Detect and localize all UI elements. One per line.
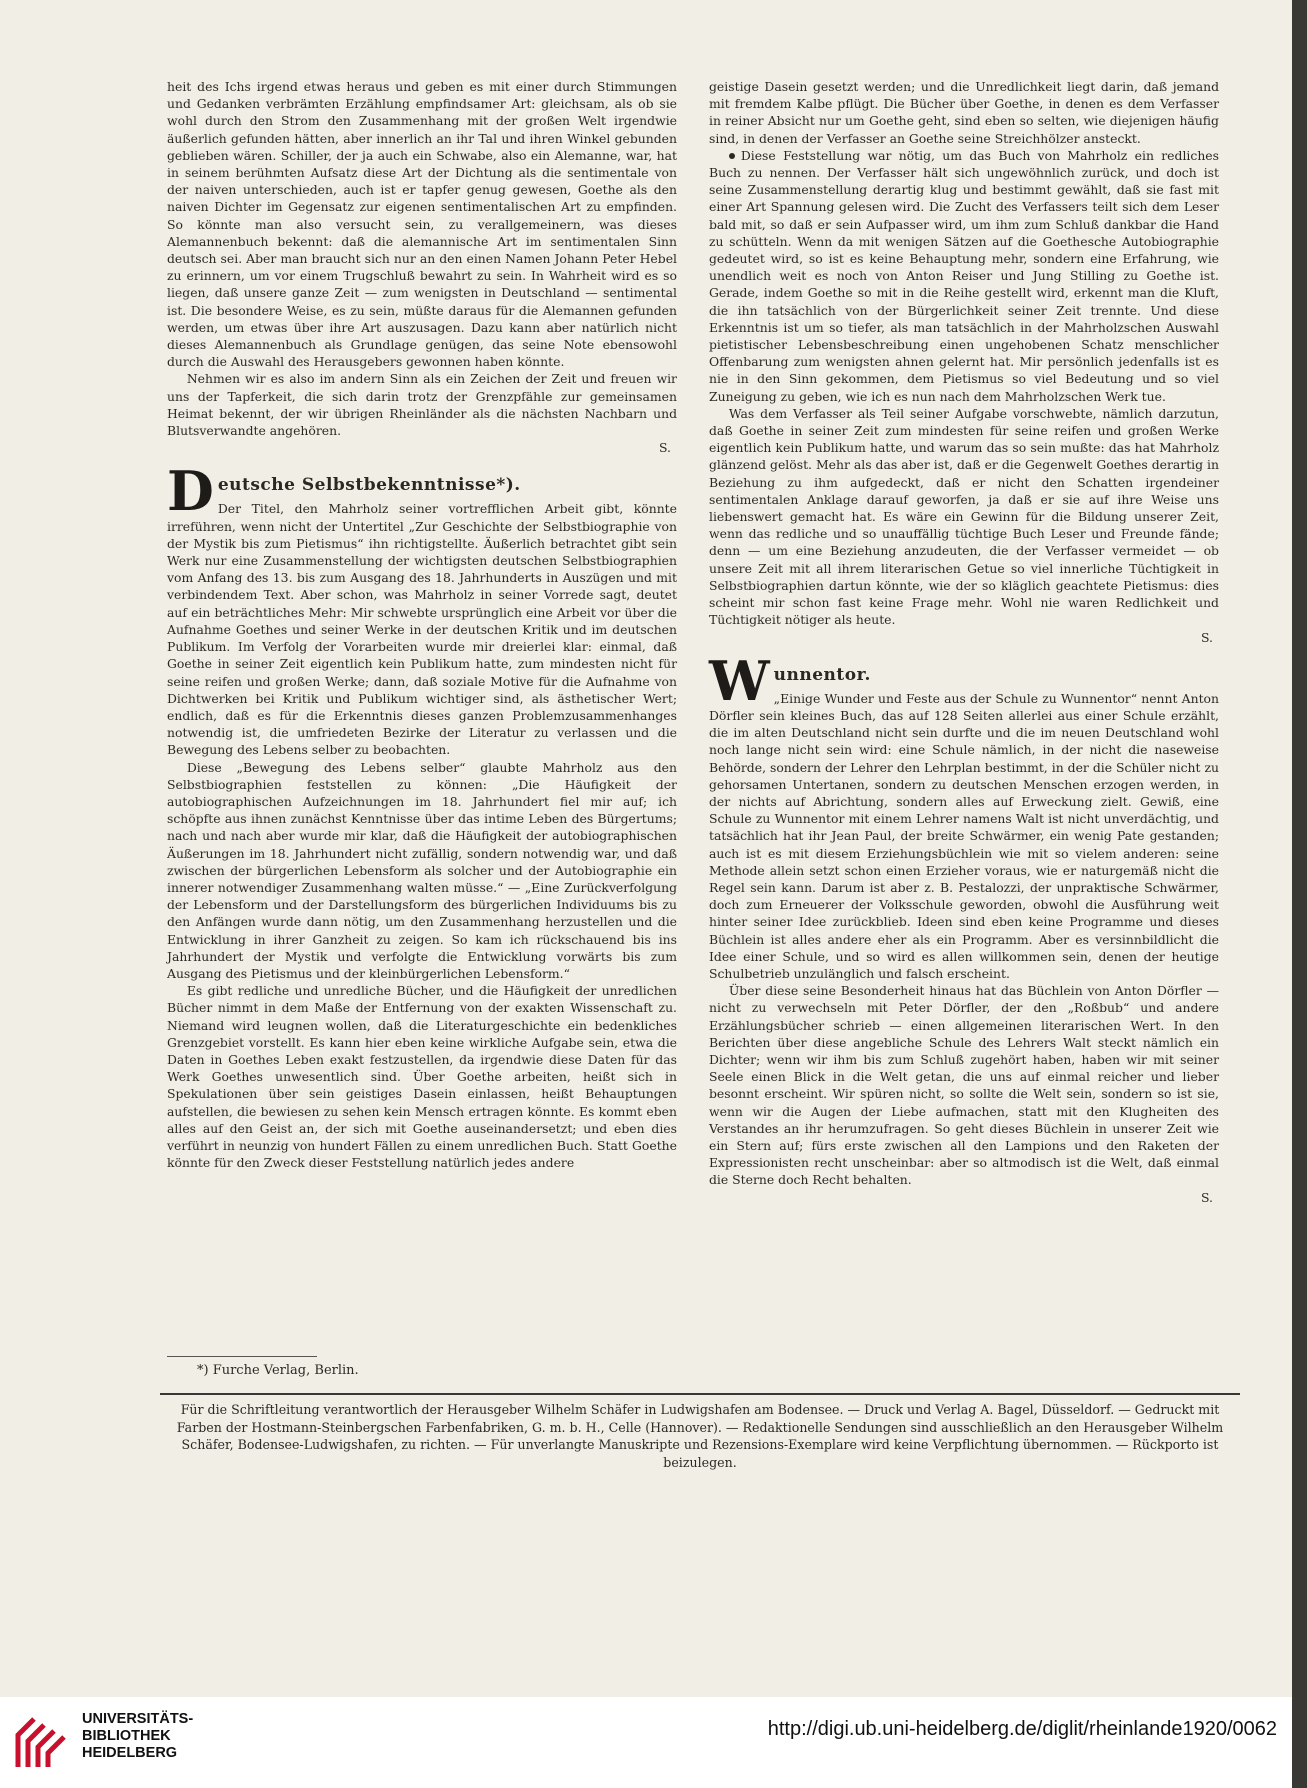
article-heading-selbstbekenntnisse [167, 459, 677, 524]
author-signature: S. [659, 440, 671, 456]
university-library-logo-icon [12, 1705, 72, 1775]
author-signature: S. [1201, 1189, 1213, 1205]
left-column [167, 78, 677, 1171]
article-title: unnentor. [773, 664, 871, 685]
paragraph: Was dem Verfasser als Teil seiner Aufgabe vorschwebte, nämlich darzutun, daß Goethe in seiner Zeit zum mindesten für seine reifen und großen Werke eigentlich kein Publikum hatte, und warum das so sein mußte: das hat Mahrholz glänzend gelöst. Mehr als das aber ist, daß er die Gegenwelt Goethes derartig in Beziehung zu ihm aufgedeckt, daß er nicht den Schatten irgendeiner sentimentalen Anklage darauf geworfen, ja daß er sie auf ihre Weise uns liebenswert gemacht hat. Es wäre ein Gewinn für die Bildung unserer Zeit, wenn das redliche und so unauffällig tüchtige Buch Leser und Freunde fände; denn — um eine Beziehung anzudeuten, die der Verfasser vermeidet — ob unsere Zeit mit all ihrem literarischen Getue so viel innerliche Tüchtigkeit in Selbstbiographien dartun könnte, wie der so kläglich geachtete Pietismus: dies scheint mir schon fast keine Frage mehr. Wohl nie waren Redlichkeit und Tüchtigkeit nötiger als heute. [709, 405, 1219, 628]
paragraph: heit des Ichs irgend etwas heraus und geben es mit einer durch Stimmungen und Gedanken verbrämten Erzählung empfindsamer Art: gleichsam, als ob sie wohl durch den Strom den Zusammenhang mit der großen Welt irgendwie äußerlich gefunden hätten, aber innerlich an ihr Tal und ihren Winkel gebunden geblieben wären. Schiller, der ja auch ein Schwabe, also ein Alemanne, war, hat in seinem berühmten Aufsatz diese Art der Dichtung als die sentimentale von der naiven unterschieden, auch ist er tapfer genug gewesen, Goethe als den naiven Dichter im Gegensatz zur eigenen sentimentalischen Art zu empfinden. So könnte man also versucht sein, zu verallgemeinern, was dieses Alemannenbuch bekennt: daß die alemannische Art im sentimentalen Sinn deutsch sei. Aber man braucht sich nur an den einen Namen Johann Peter Hebel zu erinnern, um vor einem Trugschluß bewahrt zu sein. In Wahrheit wird es so liegen, daß unsere ganze Zeit — zum wenigsten in Deutschland — sentimental ist. Die besondere Weise, es zu sein, müßte daraus für die Alemannen gefunden werden, um etwas über ihre Art auszusagen. Dazu kann aber natürlich nicht dieses Alemannenbuch als Grundlage genügen, das seine Note ebensowohl durch die Auswahl des Herausgebers gewonnen haben könnte. [167, 79, 677, 370]
paragraph: Der Titel, den Mahrholz seiner vortrefflichen Arbeit gibt, könnte irreführen, wenn nicht der Untertitel „Zur Geschichte der Selbstbiographie von der Mystik bis zum Pietismus“ ihn richtigstellte. Äußerlich betrachtet gibt sein Werk nur eine Zusammenstellung der wichtigsten deutschen Selbstbiographien vom Anfang des 13. bis zum Ausgang des 18. Jahrhunderts in Auszügen und mit verbindendem Text. Aber schon, was Mahrholz in seiner Vorrede sagt, deutet auf ein beträchtliches Mehr: Mir schwebte ursprünglich eine Arbeit vor über die Aufnahme Goethes und seiner Werke in der deutschen Kritik und im deutschen Publikum. Im Verfolg der Vorarbeiten wurde mir dreierlei klar: einmal, daß Goethe in seiner Zeit eigentlich kein Publikum hatte, zum mindesten nicht für seine reifen und großen Werke; dann, daß soziale Motive für die Aufnahme von Dichtwerken bei Kritik und Publikum wichtiger sind, als ästhetischer Wert; endlich, daß es für die Erkenntnis dieses ganzen Problemzusammenhanges notwendig ist, die umfriedeten Bezirke der Literatur zu verlassen und die Bewegung des Lebens selber zu beobachten. [167, 501, 677, 758]
imprint-divider [160, 1393, 1240, 1395]
library-name: UNIVERSITÄTS- BIBLIOTHEK HEIDELBERG [82, 1711, 194, 1761]
page-edge-shadow [1292, 0, 1307, 1788]
paragraph: Es gibt redliche und unredliche Bücher, und die Häufigkeit der unredlichen Bücher nimmt in dem Maße der Entfernung von der exakten Wissenschaft zu. Niemand wird leugnen wollen, daß die Literaturgeschichte ein bedenkliches Grenzgebiet vorstellt. Es kann hier eben keine wirkliche Aufgabe sein, etwa die Daten in Goethes Leben exakt festzustellen, da irgendwie diese Daten für das Werk Goethes unwesentlich sind. Über Goethe arbeiten, heißt sich in Spekulationen über sein geistiges Dasein einlassen, heißt Behauptungen aufstellen, die bewiesen zu sehen kein Mensch ertragen könnte. Es kommt eben alles auf den Geist an, der sich mit Goethe auseinandersetzt; und eben dies verführt in neunzig von hundert Fällen zu einem unredlichen Buch. Statt Goethe könnte für den Zweck dieser Feststellung natürlich jedes andere [167, 983, 677, 1171]
footnote: *) Furche Verlag, Berlin. [197, 1363, 359, 1378]
bullet-mark [729, 153, 735, 159]
drop-cap: W [709, 648, 770, 713]
paragraph: geistige Dasein gesetzt werden; und die Unredlichkeit liegt darin, daß jemand mit fremdem Kalbe pflügt. Die Bücher über Goethe, in denen es dem Verfasser in reiner Absicht nur um Goethe geht, sind eben so selten, wie diejenigen häufig sind, in denen der Verfasser an Goethe seine Streichhölzer ansteckt. [709, 79, 1219, 146]
paragraph: Diese Feststellung war nötig, um das Buch von Mahrholz ein redliches Buch zu nennen. Der Verfasser hält sich ungewöhnlich zurück, und doch ist seine Zusammenstellung derartig klug und bestimmt gewählt, daß sie fast mit einer Art Spannung gelesen wird. Die Zucht des Verfassers teilt sich dem Leser bald mit, so daß er sein Aufpasser wird, um ihm zum Schluß dankbar die Hand zu schütteln. Wenn da mit wenigen Sätzen auf die Goethesche Autobiographie gedeutet wird, so ist es keine Behauptung mehr, sondern eine Erfahrung, wie unendlich weit es noch von Anton Reiser und Jung Stilling zu Goethe ist. Gerade, indem Goethe so mit in die Reihe gestellt wird, erkennt man die Kluft, die ihn tatsächlich von der Bürgerlichkeit seiner Zeit trennte. Und diese Erkenntnis ist um so tiefer, als man tatsächlich in der Mahrholzschen Auswahl pietistischer Lebensbeschreibung einen ungehobenen Schatz menschlicher Offenbarung zum wenigsten ahnen gelernt hat. Mir persönlich jedenfalls ist es nie in den Sinn gekommen, dem Pietismus so viel Bedeutung und so viel Zuneigung zu geben, wie ich es nun nach dem Mahrholzschen Werk tue. [709, 147, 1219, 404]
paragraph: Über diese seine Besonderheit hinaus hat das Büchlein von Anton Dörfler — nicht zu verwechseln mit Peter Dörfler, der den „Roßbub“ und andere Erzählungsbücher schrieb — einen allgemeinen literarischen Wert. In den Berichten über diese angebliche Schule des Lehrers Walt steckt nämlich ein Dichter; wenn wir ihm bis zum Schluß zugehört haben, haben wir mit seiner Seele einen Blick in die Welt getan, die uns auf einmal reicher und lieber besonnt erscheint. Wir spüren nicht, so sollte die Welt sein, sondern so ist sie, wenn wir die Augen der Liebe aufmachen, statt mit den Klugheiten des Verstandes an ihr herumzufragen. So geht dieses Büchlein in unserer Zeit wie ein Stern auf; fürs erste zwischen all den Lampions und den Raketen der Expressionisten recht unscheinbar: aber so altmodisch ist die Welt, daß einmal die Sterne doch Recht behalten. [709, 983, 1219, 1188]
paragraph: Nehmen wir es also im andern Sinn als ein Zeichen der Zeit und freuen wir uns der Tapferkeit, die sich darin trotz der Grenzpfähle zur gemeinsamen Heimat bekennt, der wir übrigen Rheinländer als die nächsten Nachbarn und Blutsverwandte angehören. [167, 371, 677, 439]
paragraph: Diese „Bewegung des Lebens selber“ glaubte Mahrholz aus den Selbstbiographien feststellen zu können: „Die Häufigkeit der autobiographischen Aufzeichnungen im 18. Jahrhundert fiel mir auf; ich schöpfte aus ihnen zunächst Kenntnisse über das intime Leben des Bürgertums; nach und nach aber wurde mir klar, daß die Häufigkeit der autobiographischen Äußerungen im 18. Jahrhundert nicht zufällig, sondern notwendig war, und daß zwischen der bürgerlichen Lebensform als solcher und der Autobiographie ein innerer notwendiger Zusammenhang walten müsse.“ — „Eine Zurückverfolgung der Lebensform und der Darstellungsform des bürgerlichen Individuums bis zu den Anfängen wurde dann nötig, um den Zusammenhang herzustellen und die Entwicklung in ihrer Ganzheit zu zeigen. So kam ich rückschauend bis ins Jahrhundert der Mystik und verfolgte die Entwicklung vorwärts bis zum Ausgang des Pietismus und der kleinbürgerlichen Lebensform.“ [167, 759, 677, 981]
drop-cap: D [167, 459, 214, 524]
article-title: eutsche Selbstbekenntnisse*). [217, 475, 521, 496]
author-signature: S. [1201, 629, 1213, 645]
article-heading-wunnentor [709, 648, 1219, 713]
source-url-link[interactable]: http://digi.ub.uni-heidelberg.de/diglit/rheinlande1920/0062 [767, 1718, 1277, 1740]
paragraph: „Einige Wunder und Feste aus der Schule zu Wunnentor“ nennt Anton Dörfler sein kleines Buch, das auf 128 Seiten allerlei aus einer Schule erzählt, die im alten Deutschland nicht sein durfte und die im neuen Deutschland wohl noch lange nicht sein wird: eine Schule nämlich, in der nicht die naseweise Behörde, sondern der Lehrer den Lehrplan bestimmt, in der die Schüler nicht zu gehorsamen Untertanen, sondern zu deutschen Menschen erzogen werden, in der nichts auf Abrichtung, sondern alles auf Erweckung zielt. Gewiß, eine Schule zu Wunnentor mit einem Lehrer namens Walt ist nicht unverdächtig, und tatsächlich hat ihr Jean Paul, der breite Schwärmer, ein wenig Pate gestanden; auch ist es mit diesem Erziehungsbüchlein wie mit so vielem anderen: seine Methode allein setzt schon einen Erzieher voraus, wie er naturgemäß nicht die Regel sein kann. Darum ist aber z. B. Pestalozzi, der unpraktische Schwärmer, doch zum Erneuerer der Volksschule geworden, obwohl die Ausführung weit hinter seiner Idee zurückblieb. Ideen sind eben keine Programme und dieses Büchlein ist alles andere eher als ein Programm. Aber es versinnbildlicht die Idee einer Schule, und so wird es allen willkommen sein, denen der heutige Schulbetrieb unzulänglich und falsch erscheint. [709, 690, 1219, 981]
right-column [709, 78, 1219, 1206]
footnote-divider [167, 1356, 317, 1357]
imprint: Für die Schriftleitung verantwortlich der Herausgeber Wilhelm Schäfer in Ludwigshafen am Bodensee. — Druck und Verlag A. Bagel, Düsseldorf. — Gedruckt mit Farben der Hostmann-Steinbergschen Farbenfabriken, G. m. b. H., Celle (Hannover). — Redaktionelle Sendungen sind ausschließlich an den Herausgeber Wilhelm Schäfer, Bodensee-Ludwigshafen, zu richten. — Für unverlangte Manuskripte und Rezensions-Exemplare wird keine Verpflichtung übernommen. — Rückporto ist beizulegen. [176, 1402, 1224, 1470]
digitization-footer [0, 1697, 1292, 1788]
